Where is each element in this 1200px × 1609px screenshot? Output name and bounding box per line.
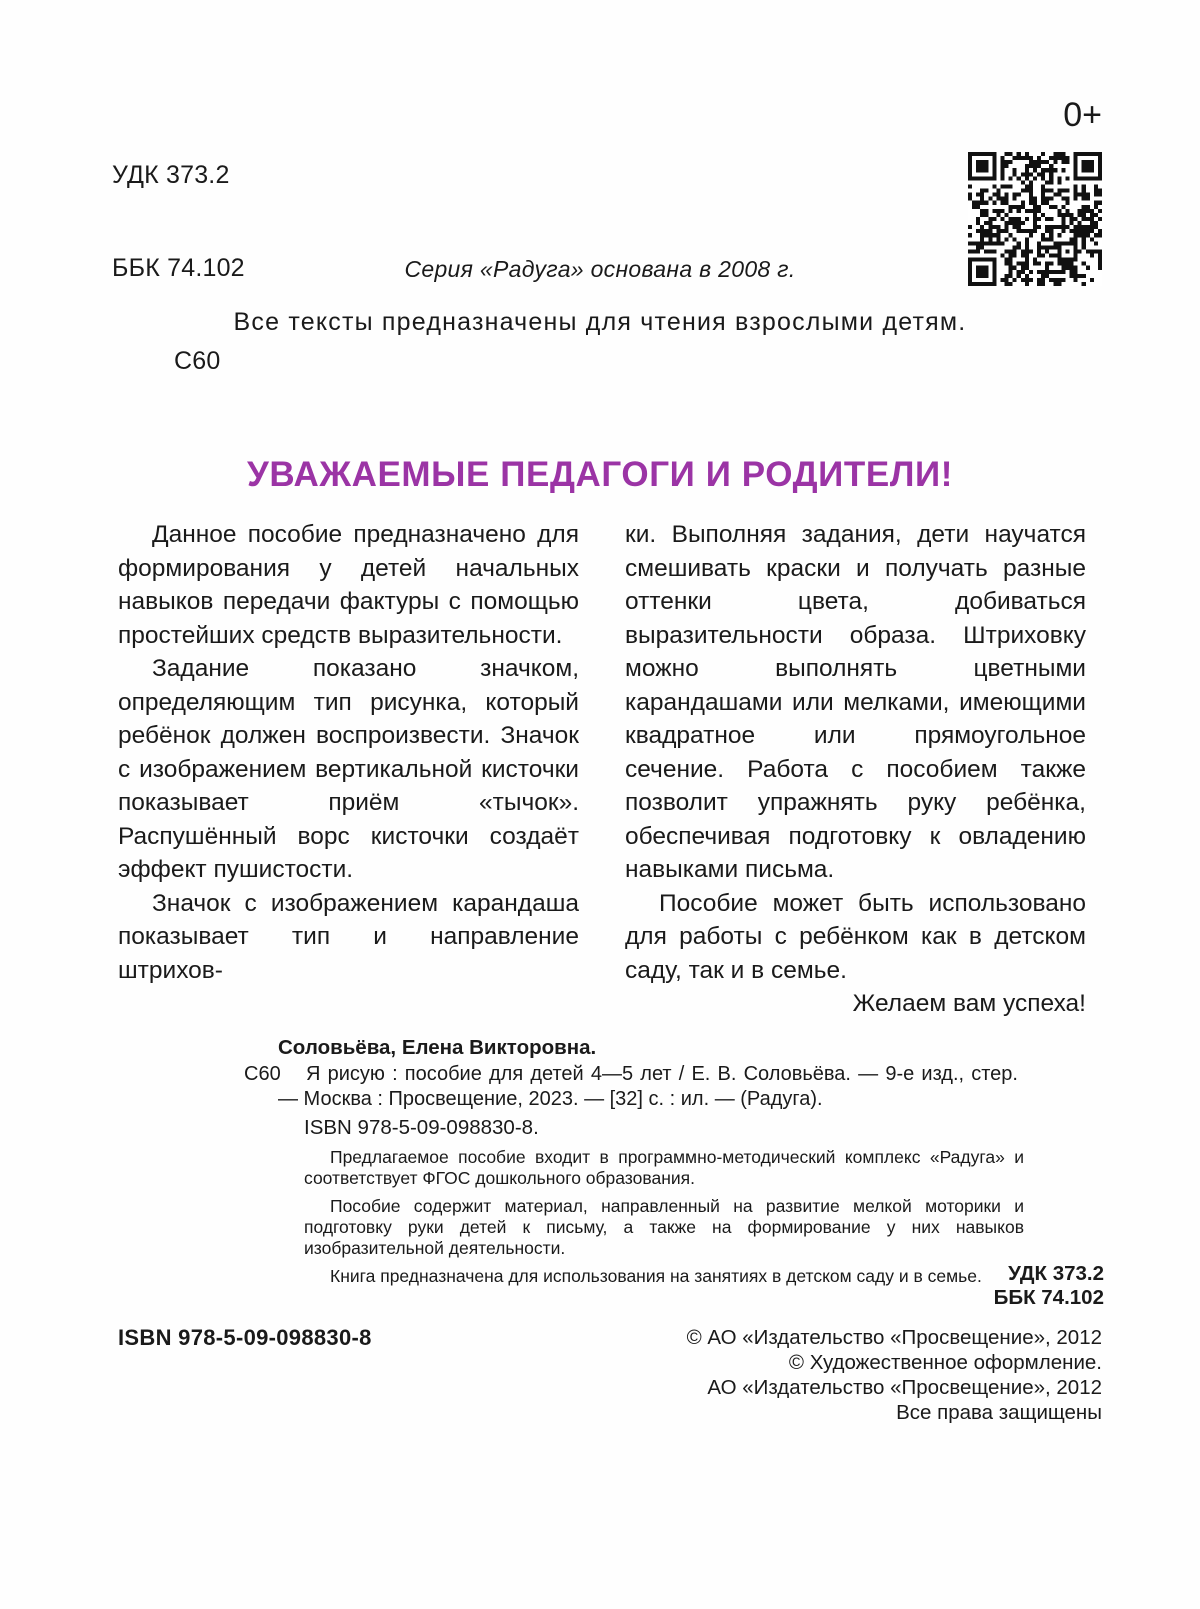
age-rating-badge: 0+ xyxy=(1063,96,1102,134)
udk-bbk-repeat xyxy=(994,1262,1104,1310)
bbk-code-repeat: ББК 74.102 xyxy=(993,1286,1104,1309)
udk-code: УДК 373.2 xyxy=(112,161,230,189)
bbk-code: ББК 74.102 xyxy=(112,254,245,282)
preface-columns xyxy=(118,518,1086,1021)
annotation-paragraph: Книга предназначена для использования на занятиях в детском саду и в семье. xyxy=(330,1266,982,1286)
shelf-mark: С60 xyxy=(174,347,221,375)
footer-isbn: ISBN 978-5-09-098830-8 xyxy=(118,1325,372,1350)
audience-note: Все тексты предназначены для чтения взрослыми детям. xyxy=(233,308,967,336)
copyright-line: © Художественное оформление. xyxy=(788,1351,1102,1374)
cip-entry-text: Я рисую : пособие для детей 4—5 лет / Е. В. Соловьёва. — 9-е изд., стер. — Москва : Просвещение, 2023. — [32] с. : ил. — (Радуга). xyxy=(278,1063,1018,1110)
paragraph: Значок с изображением карандаша показывает тип и направление штрихов- xyxy=(118,889,579,984)
paragraph: Пособие может быть использовано для работы с ребёнком как в детском саду, так и в семье. xyxy=(625,889,1086,984)
cip-isbn: ISBN 978-5-09-098830-8. xyxy=(304,1116,539,1139)
annotation-paragraph: Пособие содержит материал, направленный на развитие мелкой моторики и подготовку руки детей к письму, а также на формирование у них навыков изобразительной деятельности. xyxy=(304,1196,1024,1258)
series-note: Серия «Радуга» основана в 2008 г. xyxy=(404,256,796,282)
paragraph: ки. Выполняя задания, дети научатся смешивать краски и получать разные оттенки цвета, добиваться выразительности образа. Штриховку можно выполнять цветными карандашами или мелками, имеющими квадратное или прямоугольное сечение. Работа с пособием также позволит упражнять руку ребёнка, обеспечивая подготовку к овладению навыками письма. xyxy=(625,521,1086,883)
closing-wish: Желаем вам успеха! xyxy=(852,990,1086,1017)
right-column xyxy=(625,518,1086,1021)
copyright-line: © АО «Издательство «Просвещение», 2012 xyxy=(686,1326,1102,1349)
cip-author: Соловьёва, Елена Викторовна. xyxy=(278,1036,597,1059)
paragraph: Задание показано значком, определяющим тип рисунка, который ребёнок должен воспроизвести. Значок с изображением вертикальной кисточки показывает приём «тычок». Распушённый ворс кисточки создаёт эффект пушистости. xyxy=(118,655,579,883)
left-column xyxy=(118,518,579,1021)
page-title: УВАЖАЕМЫЕ ПЕДАГОГИ И РОДИТЕЛИ! xyxy=(246,455,954,494)
udk-code-repeat: УДК 373.2 xyxy=(1008,1262,1104,1285)
copyright-block xyxy=(687,1325,1102,1425)
paragraph: Данное пособие предназначено для формирования у детей начальных навыков передачи фактуры с помощью простейших средств выразительности. xyxy=(118,521,579,649)
cip-entry xyxy=(118,1062,1018,1112)
cip-block xyxy=(118,1035,1024,1287)
annotation-paragraph: Предлагаемое пособие входит в программно-методический комплекс «Радуга» и соответствует ФГОС дошкольного образования. xyxy=(304,1147,1024,1188)
copyright-line: Все права защищены xyxy=(896,1401,1102,1424)
cip-shelf-mark: С60 xyxy=(244,1063,281,1085)
copyright-line: АО «Издательство «Просвещение», 2012 xyxy=(707,1376,1102,1399)
